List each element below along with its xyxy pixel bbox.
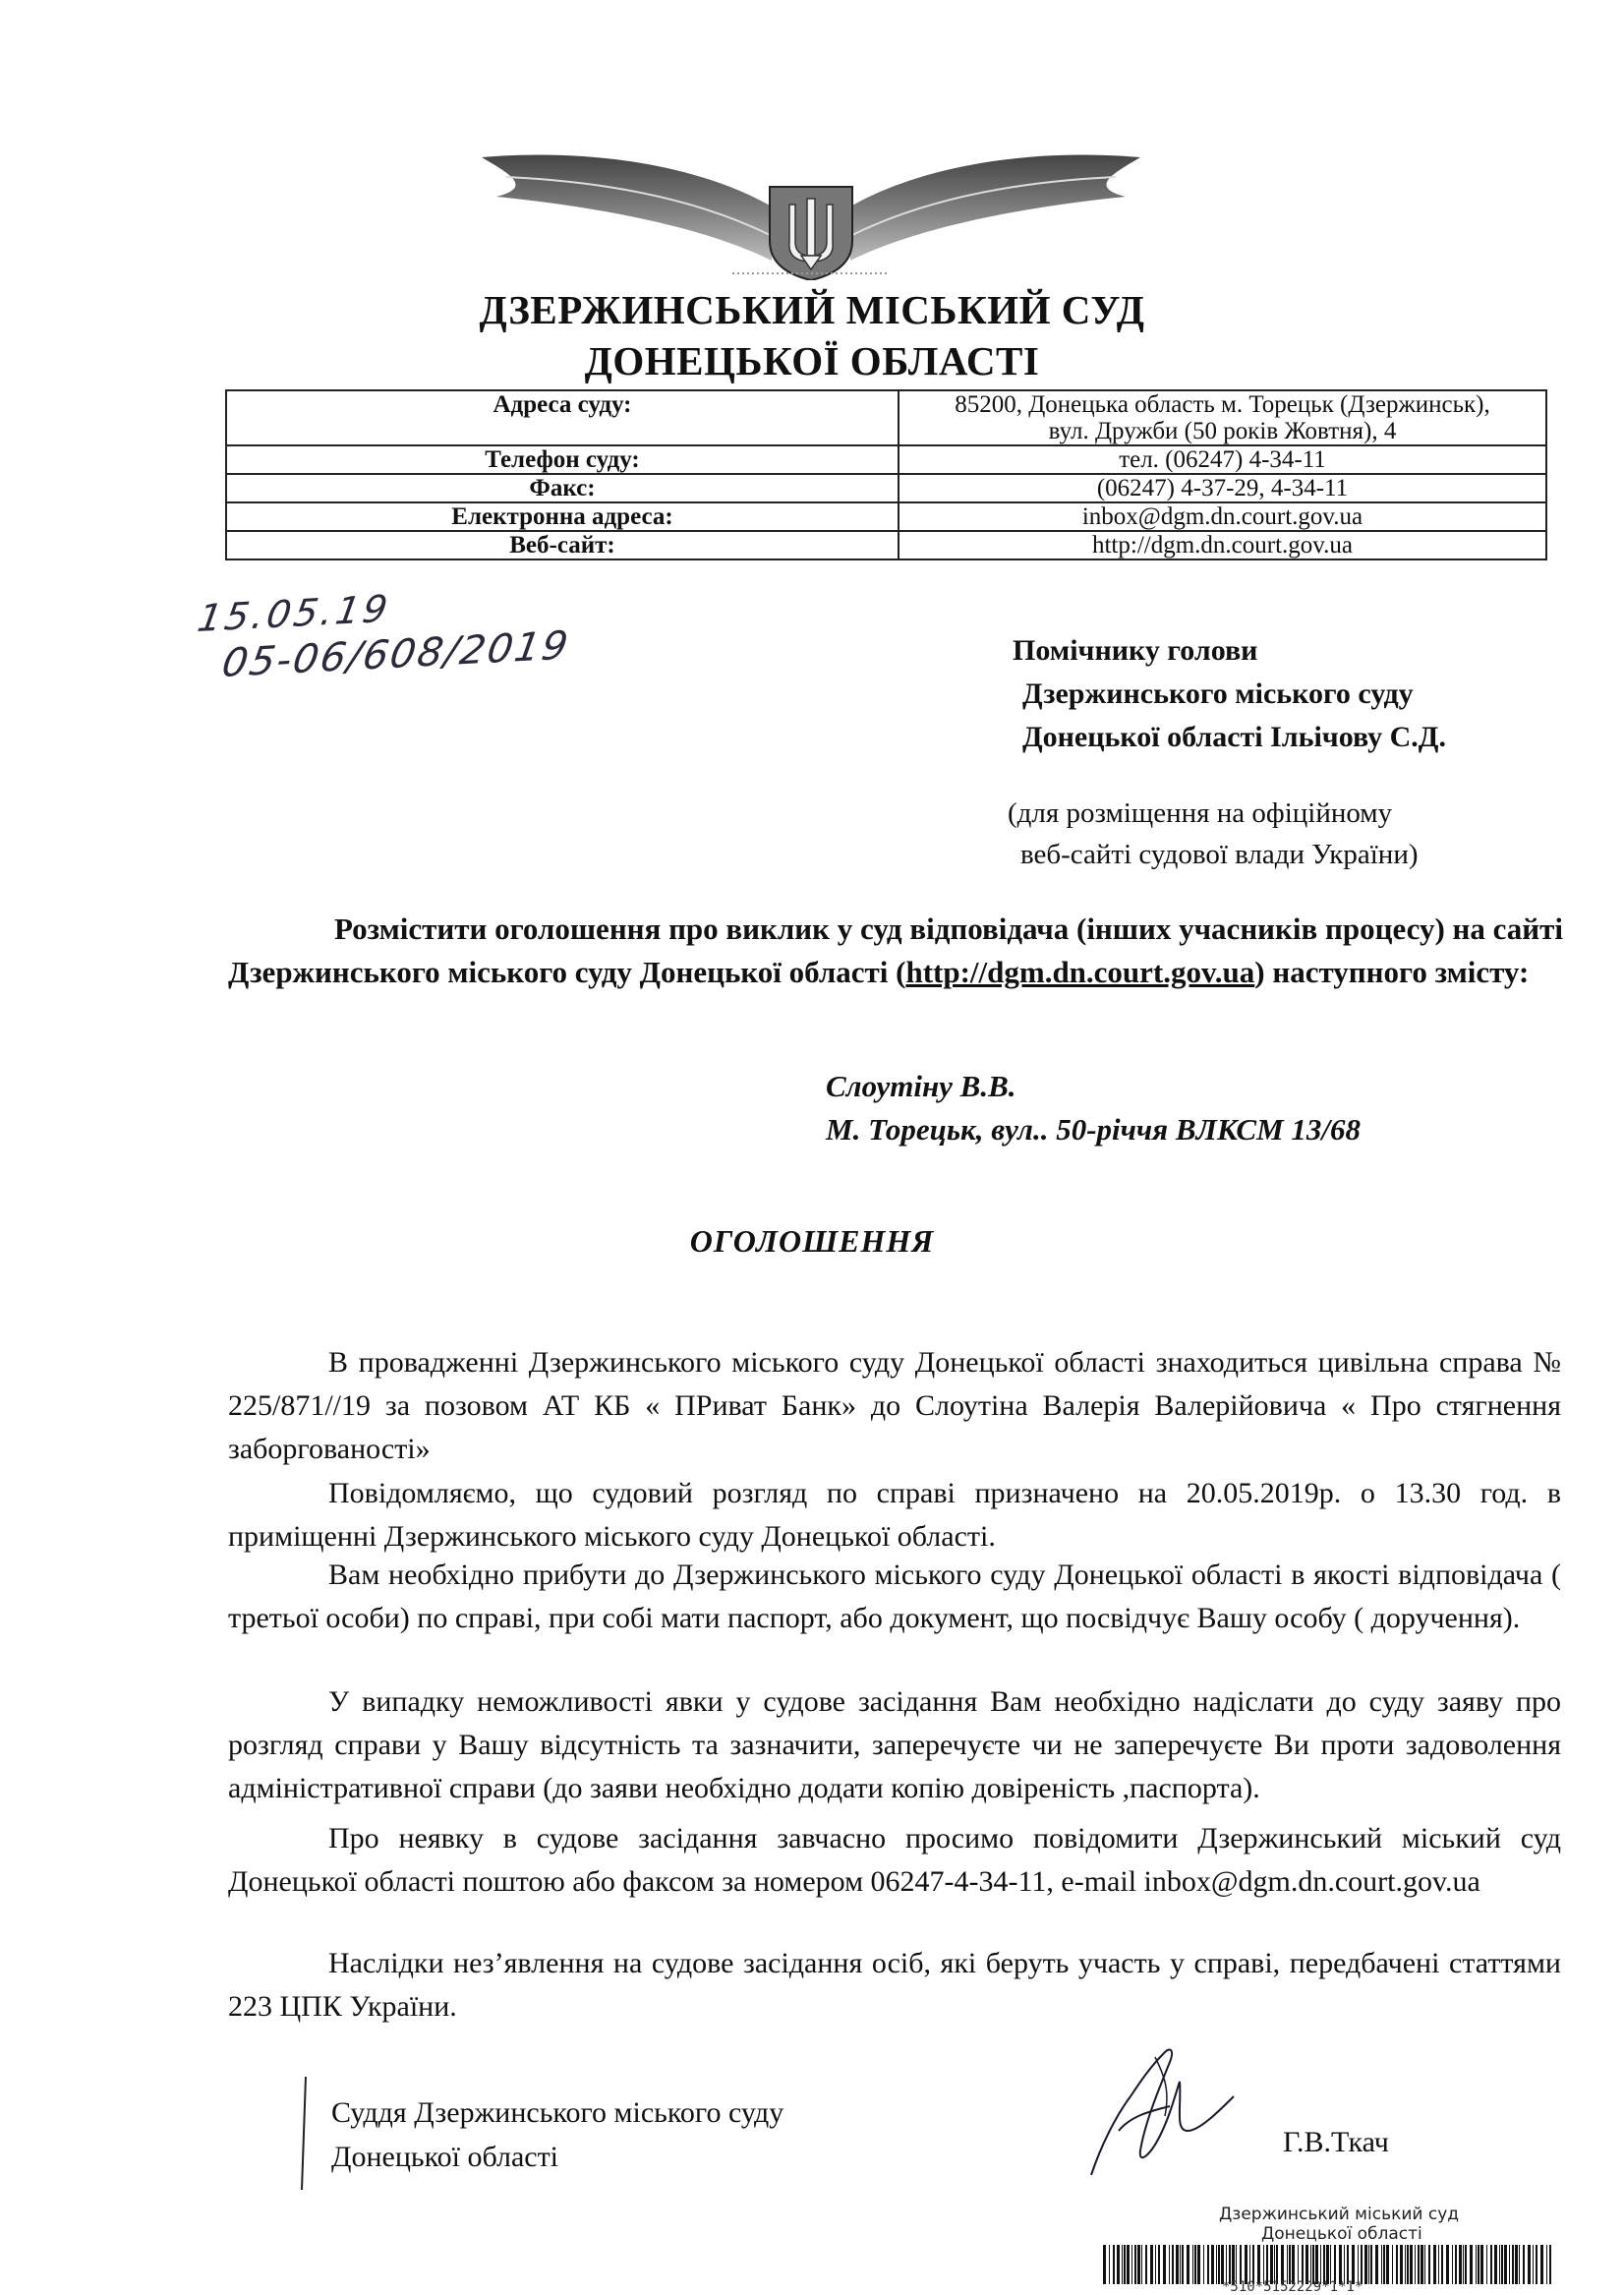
table-row	[226, 474, 1546, 502]
placement-note-line1: (для розміщення на офіційному	[1008, 797, 1393, 829]
registration-number-handwritten: 05-06/608/2019	[218, 622, 573, 686]
paragraph-text: Вам необхідно прибути до Дзержинського міського суду Донецької області в якості відповідача ( третьої особи) по справі, при собі мати паспорт, або документ, що посвідчує Вашу особу ( доручення).	[228, 1559, 1561, 1634]
addressee-line2: Дзержинського міського суду	[1022, 677, 1414, 710]
website-value: http://dgm.dn.court.gov.ua	[899, 531, 1546, 559]
announcement-paragraph-5	[228, 1817, 1561, 1904]
paragraph-text: У випадку неможливості явки у судове засідання Вам необхідно надіслати до суду заяву про розгляд справи у Вашу відсутність та зазначити, заперечуєте чи не заперечуєте Ви проти задоволення адміністративної справи (до заяви необхідно додати копію довіреність ,паспорта).	[228, 1685, 1561, 1804]
announcement-paragraph-4	[228, 1680, 1561, 1810]
pen-stroke-mark	[301, 2077, 307, 2190]
phone-value: тел. (06247) 4-34-11	[899, 445, 1546, 474]
addressee-line1: Помічнику голови	[1013, 634, 1258, 667]
request-text-part1: Розмістити оголошення про виклик у суд відповідача (інших учасників процесу) на сайті Дзержинського міського суду Донецької області (	[228, 912, 1563, 989]
email-value: inbox@dgm.dn.court.gov.ua	[899, 502, 1546, 531]
handwritten-signature	[1072, 2037, 1239, 2185]
placement-note-line2: веб-сайті судової влади України)	[1020, 839, 1419, 870]
judge-title-line1: Суддя Дзержинського міського суду	[331, 2096, 784, 2129]
fax-value: (06247) 4-37-29, 4-34-11	[899, 474, 1546, 502]
paragraph-text: Наслідки нез’явлення на судове засідання осіб, які беруть участь у справі, передбачені статтями 223 ЦПК України.	[228, 1947, 1561, 2023]
court-info-table	[225, 389, 1547, 560]
court-emblem-logo	[477, 147, 1145, 280]
paragraph-text: В провадженні Дзержинського міського суду Донецької області знаходиться цивільна справа № 225/871//19 за позовом АТ КБ « ПРиват Банк» до Слоутіна Валерія Валерійовича « Про стягнення заборгованості»	[228, 1346, 1561, 1465]
recipient-name: Слоутіну В.В.	[826, 1069, 1016, 1103]
website-label: Веб-сайт:	[226, 531, 899, 559]
address-label: Адреса суду:	[226, 390, 899, 445]
stamp-court-name: Дзержинський міський суд	[1219, 2205, 1460, 2224]
barcode	[1103, 2245, 1555, 2284]
table-row	[226, 502, 1546, 531]
recipient-address: М. Торецьк, вул.. 50-річчя ВЛКСМ 13/68	[826, 1112, 1362, 1147]
addressee-line3: Донецької області Ільічову С.Д.	[1022, 721, 1446, 753]
judge-name: Г.В.Ткач	[1283, 2126, 1389, 2158]
announcement-paragraph-2	[228, 1472, 1561, 1559]
trident-icon	[789, 199, 833, 269]
address-value-line1: 85200, Донецька область м. Торецьк (Дзержинськ),	[955, 391, 1490, 418]
announcement-paragraph-6	[228, 1942, 1561, 2029]
announcement-paragraph-1	[228, 1341, 1561, 1471]
registration-date-handwritten: 15.05.19	[194, 586, 394, 640]
stamp-region: Донецької області	[1261, 2224, 1422, 2244]
announcement-paragraph-3	[228, 1554, 1561, 1640]
paragraph-text: Повідомляємо, що судовий розгляд по справі призначено на 20.05.2019р. о 13.30 год. в приміщенні Дзержинського міського суду Донецької області.	[228, 1477, 1561, 1553]
table-row	[226, 531, 1546, 559]
judge-title-line2: Донецької області	[331, 2141, 559, 2173]
address-value-line2: вул. Дружби (50 років Жовтня), 4	[1048, 418, 1397, 444]
request-text-part2: ) наступного змісту:	[1254, 955, 1530, 989]
phone-label: Телефон суду:	[226, 445, 899, 474]
paragraph-text: Про неявку в судове засідання завчасно просимо повідомити Дзержинський міський суд Донецької області поштою або факсом за номером 06247-4-34-11, e-mail inbox@dgm.dn.court.gov.ua	[228, 1822, 1561, 1898]
table-row	[226, 390, 1546, 445]
email-label: Електронна адреса:	[226, 502, 899, 531]
announcement-title: ОГОЛОШЕННЯ	[689, 1223, 935, 1259]
court-name-line1: ДЗЕРЖИНСЬКИЙ МІСЬКИЙ СУД	[479, 287, 1145, 332]
table-row	[226, 445, 1546, 474]
address-value	[899, 390, 1546, 445]
fax-label: Факс:	[226, 474, 899, 502]
court-name-line2: ДОНЕЦЬКОЇ ОБЛАСТІ	[584, 338, 1040, 383]
court-website-link[interactable]: http://dgm.dn.court.gov.ua	[905, 955, 1255, 989]
request-paragraph	[228, 908, 1563, 994]
barcode-text: *510*5152229*1*1*	[1222, 2279, 1363, 2295]
